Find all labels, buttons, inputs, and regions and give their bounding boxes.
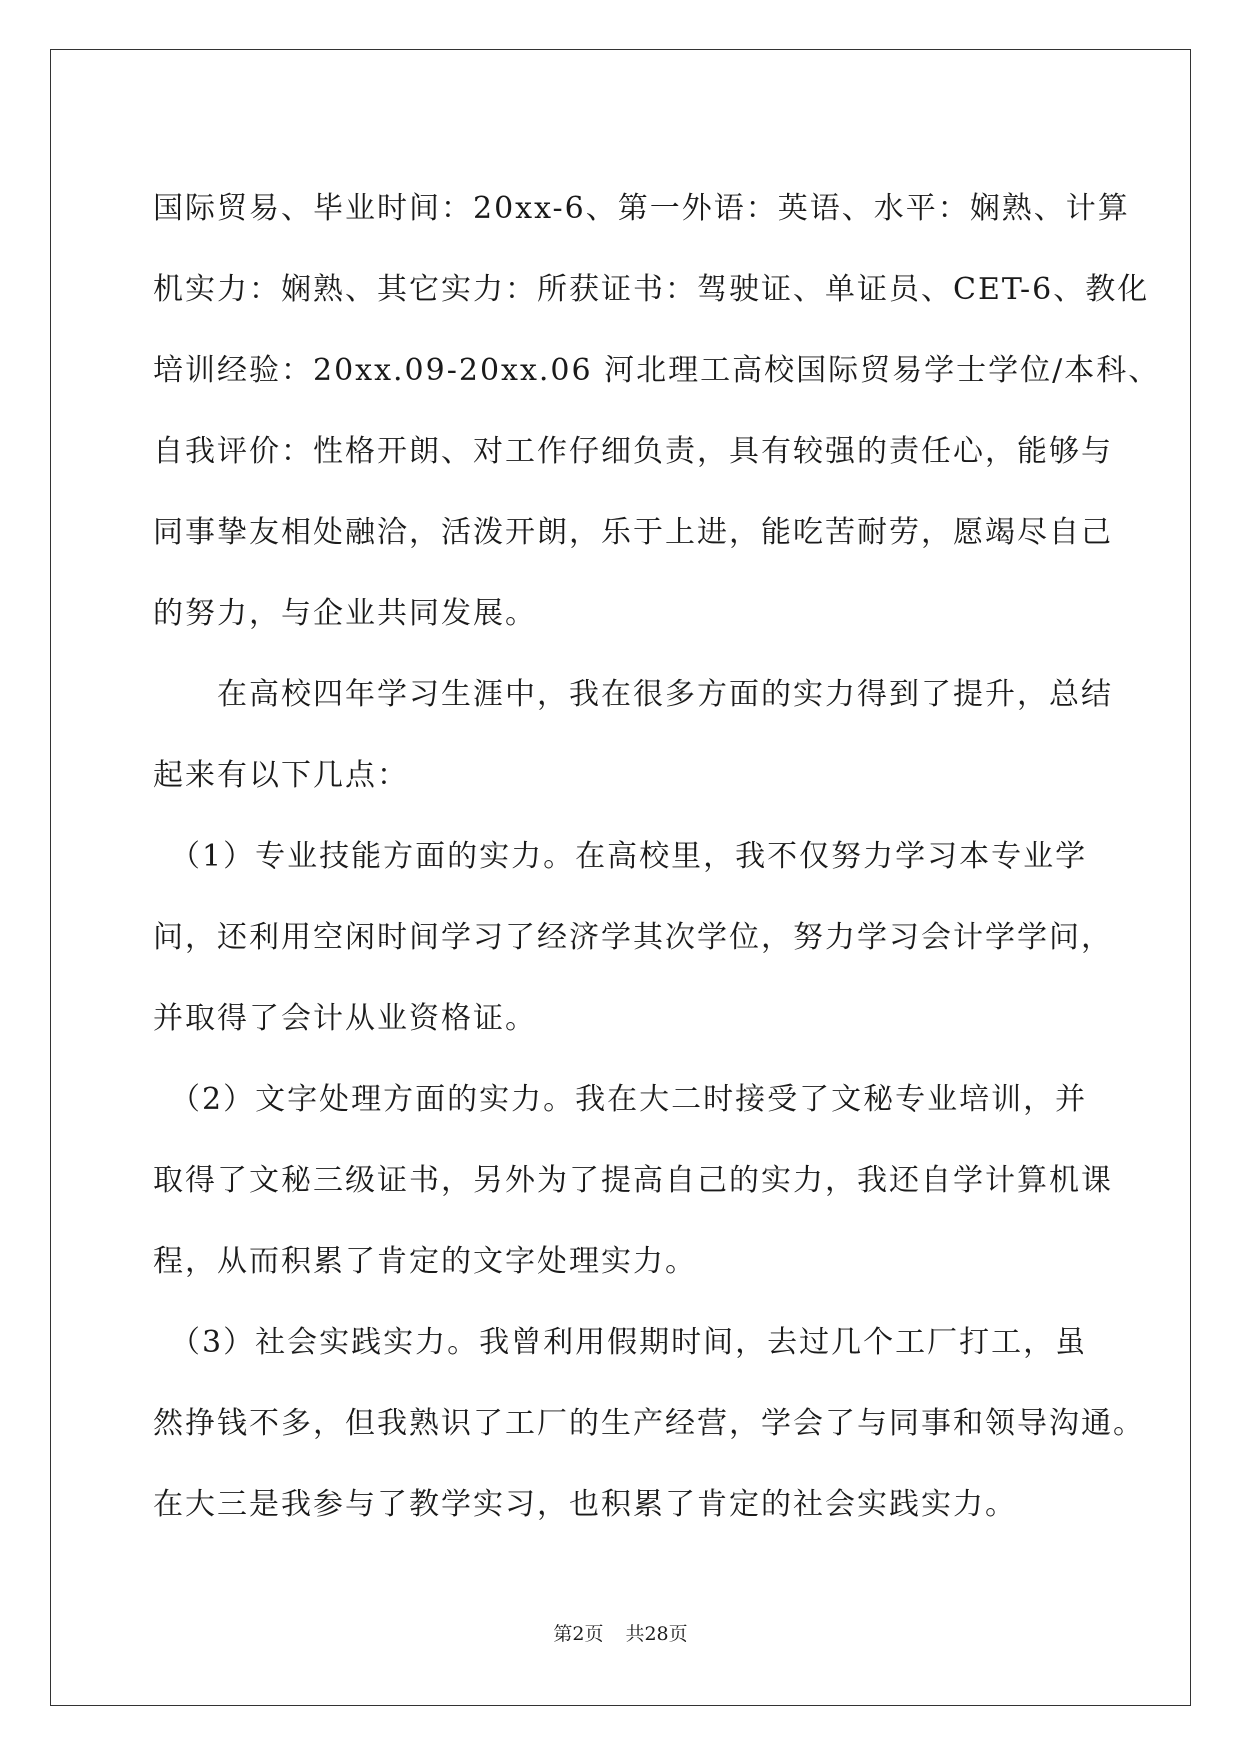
total-pages-label: 共28页 (625, 1623, 688, 1645)
text-line: 并取得了会计从业资格证。 (153, 1001, 537, 1036)
text-line: （1）专业技能方面的实力。在高校里，我不仅努力学习本专业学 (153, 839, 1088, 874)
text-line: 自我评价：性格开朗、对工作仔细负责，具有较强的责任心，能够与 (153, 434, 1113, 469)
text-line: 的努力，与企业共同发展。 (153, 596, 537, 631)
text-line: （3）社会实践实力。我曾利用假期时间，去过几个工厂打工，虽 (153, 1325, 1088, 1360)
text-line: 国际贸易、毕业时间：20xx-6、第一外语：英语、水平：娴熟、计算 (153, 191, 1130, 226)
current-page-label: 第2页 (553, 1623, 604, 1645)
text-line: 然挣钱不多，但我熟识了工厂的生产经营，学会了与同事和领导沟通。 (153, 1406, 1145, 1441)
text-line: （2）文字处理方面的实力。我在大二时接受了文秘专业培训，并 (153, 1082, 1088, 1117)
text-line: 机实力：娴熟、其它实力：所获证书：驾驶证、单证员、CET-6、教化 (153, 272, 1150, 307)
text-line: 培训经验：20xx.09-20xx.06 河北理工高校国际贸易学士学位/本科、 (153, 353, 1161, 388)
text-line: 程，从而积累了肯定的文字处理实力。 (153, 1244, 697, 1279)
document-body (153, 168, 1161, 1545)
text-line: 问，还利用空闲时间学习了经济学其次学位，努力学习会计学学问， (153, 920, 1113, 955)
text-line: 取得了文秘三级证书，另外为了提高自己的实力，我还自学计算机课 (153, 1163, 1113, 1198)
text-line: 同事挚友相处融洽，活泼开朗，乐于上进，能吃苦耐劳，愿竭尽自己 (153, 515, 1113, 550)
text-line: 在大三是我参与了教学实习，也积累了肯定的社会实践实力。 (153, 1487, 1017, 1522)
text-line: 起来有以下几点： (153, 758, 409, 793)
page-footer (0, 1622, 1241, 1646)
text-line: 在高校四年学习生涯中，我在很多方面的实力得到了提升，总结 (153, 677, 1113, 712)
